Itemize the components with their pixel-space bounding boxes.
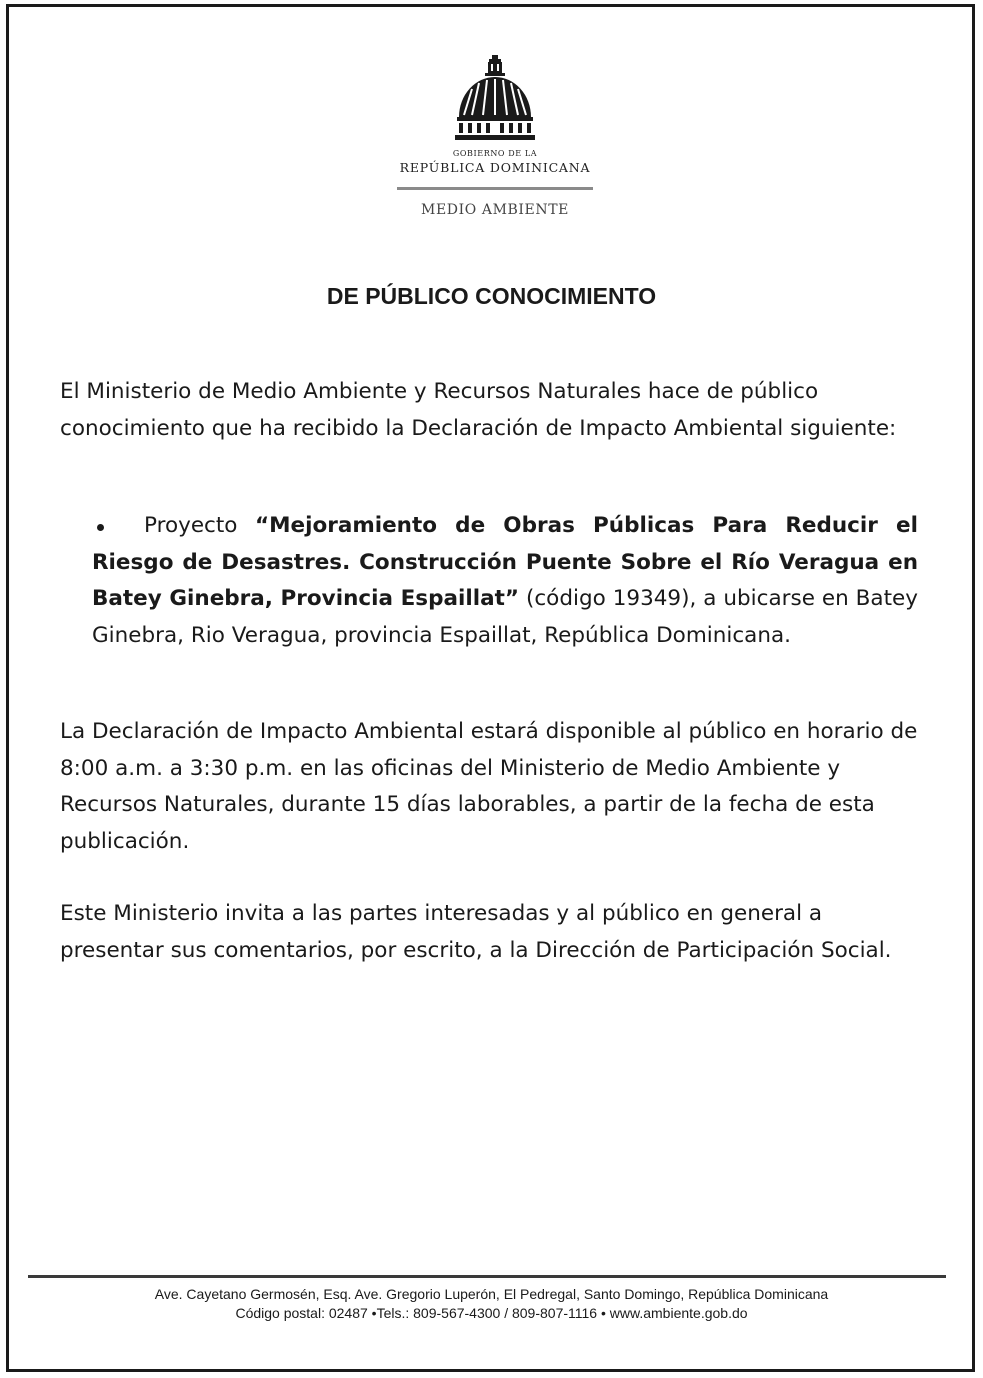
government-logo: [380, 50, 610, 230]
availability-paragraph: La Declaración de Impacto Ambiental estará disponible al público en horario de 8:00 a.m. a 3:30 p.m. en las oficinas del Ministerio de Medio Ambiente y Recursos Naturales, durante 15 días laborables, a partir de la fecha de esta publicación.: [60, 719, 918, 854]
project-details: (código 19349), a ubicarse en Batey Ginebra, Rio Veragua, provincia Espaillat, República Dominicana.: [92, 586, 918, 648]
intro-paragraph: El Ministerio de Medio Ambiente y Recursos Naturales hace de público conocimiento que ha recibido la Declaración de Impacto Ambiental siguiente:: [60, 379, 897, 441]
project-prefix: Proyecto: [144, 513, 255, 538]
footer-divider: [28, 1275, 946, 1278]
logo-country-label: REPÚBLICA DOMINICANA: [399, 160, 591, 175]
logo-government-label: GOBIERNO DE LA: [452, 149, 538, 158]
notice-title: DE PÚBLICO CONOCIMIENTO: [326, 283, 657, 309]
dome-emblem-icon: [455, 55, 535, 141]
footer-contact: Código postal: 02487 •Tels.: 809-567-4300 / 809-807-1116 • www.ambiente.gob.do: [235, 1305, 748, 1321]
logo-divider: [397, 187, 593, 190]
logo-ministry-label: MEDIO AMBIENTE: [421, 202, 569, 218]
project-name: “Mejoramiento de Obras Públicas Para Reducir el Riesgo de Desastres. Construcción Puente Sobre el Río Veragua en Batey Ginebra, Provincia Espaillat”: [92, 513, 918, 611]
footer-address: Ave. Cayetano Germosén, Esq. Ave. Gregorio Luperón, El Pedregal, Santo Domingo, República Dominicana: [154, 1286, 829, 1302]
project-list-item: [92, 508, 918, 654]
invitation-paragraph: Este Ministerio invita a las partes interesadas y al público en general a presentar sus comentarios, por escrito, a la Dirección de Participación Social.: [60, 901, 892, 963]
